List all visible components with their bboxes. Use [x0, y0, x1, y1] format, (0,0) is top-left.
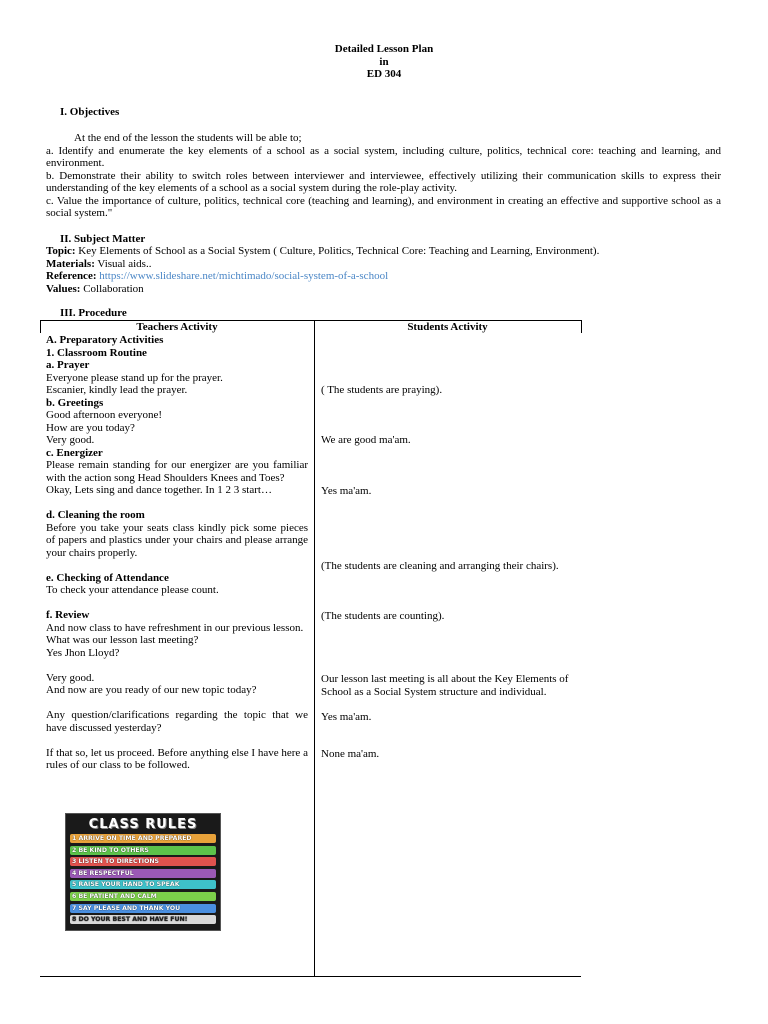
teacher-line: [46, 597, 308, 610]
objectives-body: [46, 132, 721, 220]
class-rule-item: 8 DO YOUR BEST AND HAVE FUN!: [70, 915, 216, 924]
student-response-7: Yes ma'am.: [321, 711, 372, 723]
student-response-3: Yes ma'am.: [321, 485, 372, 497]
reference-link[interactable]: https://www.slideshare.net/michtimado/social-system-of-a-school: [96, 270, 389, 282]
teacher-line: [46, 659, 308, 672]
table-bottom-border: [40, 976, 581, 977]
teacher-line: How are you today?: [46, 421, 135, 434]
teacher-section-heading: d. Cleaning the room: [46, 509, 145, 521]
objectives-intro: At the end of the lesson the students will be able to;: [74, 132, 302, 144]
objective-c: c. Value the importance of culture, politics, technical core (teaching and learning), and environment in creating an effective and supportive school as a social system.": [46, 194, 721, 219]
teacher-line: Everyone please stand up for the prayer.: [46, 371, 223, 384]
title-line-3: ED 304: [366, 68, 402, 80]
teacher-line: What was our lesson last meeting?: [46, 634, 199, 646]
teacher-line: Good afternoon everyone!: [46, 409, 163, 421]
class-rule-item: 5 RAISE YOUR HAND TO SPEAK: [70, 880, 216, 889]
student-response-1: ( The students are praying).: [321, 384, 443, 396]
topic-value: Key Elements of School as a Social System ( Culture, Politics, Technical Core: Teaching and Learning, Environment).: [75, 245, 600, 257]
student-response-5: (The students are counting).: [321, 610, 445, 622]
materials-line: [46, 258, 721, 271]
class-rule-item: 4 BE RESPECTFUL: [70, 869, 216, 878]
teacher-line: Any question/clarifications regarding the topic that we have discussed yesterday?: [46, 709, 308, 734]
topic-line: [46, 245, 721, 258]
student-response-8: None ma'am.: [321, 748, 380, 760]
teacher-line: [46, 497, 308, 510]
class-rule-item: 3 LISTEN TO DIRECTIONS: [70, 857, 216, 866]
teacher-line: If that so, let us proceed. Before anything else I have here a rules of our class to be followed.: [46, 746, 308, 771]
class-rules-poster: [65, 813, 221, 931]
reference-label: Reference:: [46, 270, 97, 282]
student-response-2: We are good ma'am.: [321, 434, 411, 446]
class-rule-item: 6 BE PATIENT AND CALM: [70, 892, 216, 901]
teacher-line: To check your attendance please count.: [46, 584, 219, 596]
teacher-section-heading: c. Energizer: [46, 446, 103, 459]
teacher-section-heading: f. Review: [46, 609, 90, 621]
student-response-4: (The students are cleaning and arranging their chairs).: [321, 560, 559, 572]
materials-label: Materials:: [46, 257, 95, 270]
teacher-line: Yes Jhon Lloyd?: [46, 646, 120, 659]
class-rules-list: [70, 834, 216, 924]
values-line: [46, 283, 721, 296]
teacher-line: And now class to have refreshment in our previous lesson.: [46, 621, 304, 634]
values-value: Collaboration: [80, 282, 144, 295]
subject-matter-body: [46, 245, 721, 295]
teacher-line: Very good.: [46, 671, 95, 684]
objective-b: b. Demonstrate their ability to switch roles between interviewer and interviewee, effectively utilizing their communication skills to express their understanding of the key elements of a school as a social system during the role-play activity.: [46, 169, 721, 194]
values-label: Values:: [46, 282, 81, 295]
teacher-section-heading: 1. Classroom Routine: [46, 346, 147, 359]
title-line-1: Detailed Lesson Plan: [334, 43, 434, 55]
teacher-line: [46, 734, 308, 747]
teacher-line: Before you take your seats class kindly pick some pieces of papers and plastics under your chairs and please arrange your chairs properly.: [46, 521, 308, 559]
teacher-line: [46, 559, 308, 572]
teachers-activity-column: [46, 334, 308, 772]
objective-a: a. Identify and enumerate the key elements of a school as a social system, including culture, politics, technical core: teaching and learning, and environment.: [46, 144, 721, 169]
teacher-line: Escanier, kindly lead the prayer.: [46, 384, 188, 396]
table-column-divider: [314, 320, 315, 977]
procedure-heading: III. Procedure: [60, 307, 127, 319]
subject-matter-heading: II. Subject Matter: [60, 233, 146, 245]
teacher-line: Very good.: [46, 434, 95, 446]
teacher-line: Okay, Lets sing and dance together. In 1 2 3 start…: [46, 484, 272, 496]
topic-label: Topic:: [46, 245, 76, 257]
objectives-heading: I. Objectives: [60, 106, 120, 118]
teacher-section-heading: e. Checking of Attendance: [46, 571, 169, 584]
class-rules-title: CLASS RULES: [88, 817, 198, 832]
document-title: [0, 43, 768, 81]
teacher-section-heading: A. Preparatory Activities: [46, 334, 164, 346]
class-rule-item: 2 BE KIND TO OTHERS: [70, 846, 216, 855]
teacher-section-heading: a. Prayer: [46, 359, 90, 371]
teachers-activity-header: Teachers Activity: [136, 321, 218, 333]
teacher-section-heading: b. Greetings: [46, 396, 104, 409]
materials-value: Visual aids..: [94, 257, 152, 270]
students-activity-header: Students Activity: [407, 321, 488, 333]
title-line-2: in: [379, 55, 389, 68]
teacher-line: Please remain standing for our energizer are you familiar with the action song Head Shoulders Knees and Toes?: [46, 459, 308, 484]
teacher-line: [46, 697, 308, 710]
class-rule-item: 1 ARRIVE ON TIME AND PREPARED: [70, 834, 216, 843]
student-response-6: Our lesson last meeting is all about the Key Elements of School as a Social System structure and individual.: [321, 673, 569, 698]
reference-line: [46, 270, 721, 283]
teacher-line: And now are you ready of our new topic today?: [46, 684, 257, 696]
table-right-border: [581, 320, 582, 333]
class-rule-item: 7 SAY PLEASE AND THANK YOU: [70, 904, 216, 913]
